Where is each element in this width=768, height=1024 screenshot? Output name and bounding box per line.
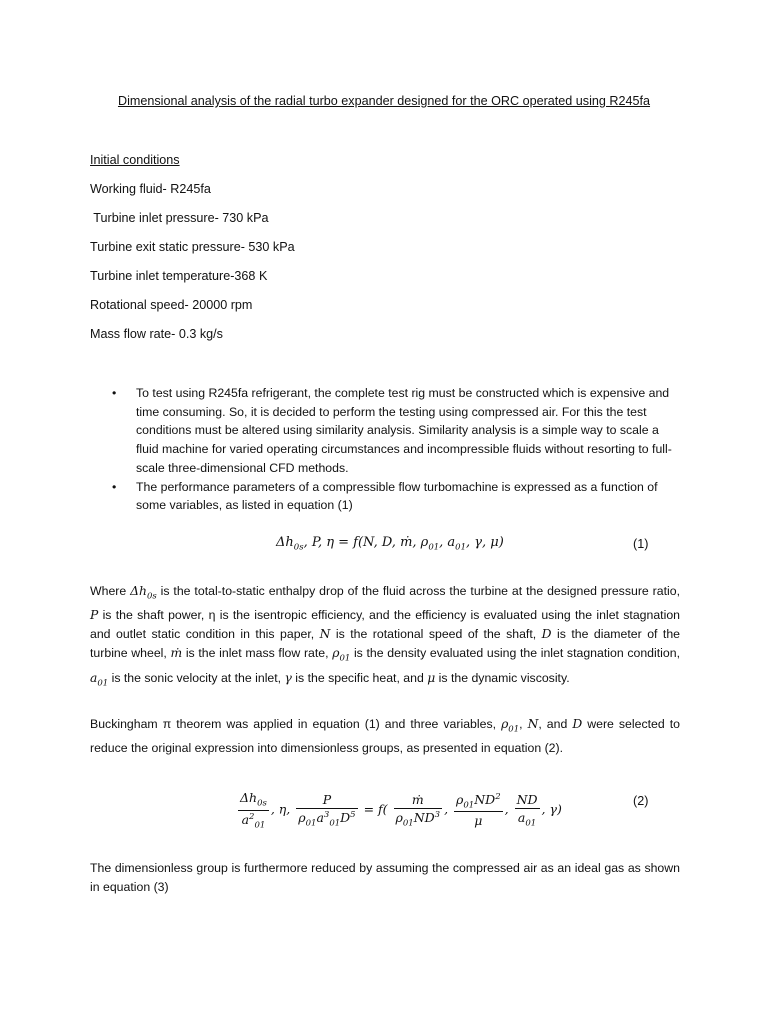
text-segment: Buckingham π theorem was applied in equation (1) and three variables, (90, 717, 502, 731)
document-title: Dimensional analysis of the radial turbo expander designed for the ORC operated using R245fa (117, 94, 651, 108)
condition-rotational-speed: Rotational speed- 20000 rpm (90, 298, 253, 312)
equation-1: $\Delta h_{0s}$, P, η = f(N, D, ṁ, $\rho_{01}$, $a_{01}$, γ, μ) (276, 535, 504, 553)
bullet-list (112, 384, 682, 515)
equation-2-number: (2) (633, 794, 649, 808)
text-segment: is the dynamic viscosity. (435, 670, 570, 685)
equation-1-number: (1) (633, 537, 649, 551)
bullet-text-test-rig: To test using R245fa refrigerant, the complete test rig must be constructed which is expensive and time consuming. So, it is decided to perform the testing using compressed air. For this the test conditions must be altered using similarity analysis. Similarity analysis is a simple way to scale a fluid machine for varied operating circumstances and incompressible fluids without resorting to full-scale three-dimensional CFD methods. (136, 386, 672, 475)
math-N: N (527, 717, 539, 731)
text-segment: , (519, 717, 528, 731)
bullet-item (112, 478, 682, 515)
math-mdot: ṁ (170, 646, 183, 661)
text-segment: is the total-to-static enthalpy drop of the fluid across the turbine at the designed pressure ratio, (156, 584, 680, 598)
final-paragraph: The dimensionless group is furthermore reduced by assuming the compressed air as an ideal gas as shown in equation (3) (90, 861, 680, 894)
text-segment: were selected to reduce the original expression into dimensionless groups, as presented in equation (2). (90, 717, 680, 756)
text-segment: is the shaft power, η is the isentropic efficiency, and the efficiency is evaluated using the inlet stagnation and outlet static condition in this paper, (90, 608, 680, 642)
text-segment: , and (538, 717, 573, 731)
condition-inlet-temperature: Turbine inlet temperature-368 K (90, 269, 268, 283)
text-segment: is the inlet mass flow rate, (182, 646, 333, 661)
where-paragraph (90, 582, 680, 693)
buckingham-paragraph (90, 715, 680, 758)
fraction: $\frac{\text{ṁ}}{\rho_{01}ND^3}$ (395, 791, 441, 829)
fraction: $\frac{\rho_{01}ND^2}{\mu}$ (456, 791, 501, 829)
text-segment: is the density evaluated using the inlet stagnation condition, (350, 646, 680, 661)
text-segment: is the rotational speed of the shaft, (330, 627, 542, 642)
bullet-text-performance: The performance parameters of a compressible flow turbomachine is expressed as a function of some variables, as listed in equation (1) (136, 479, 658, 513)
condition-inlet-pressure: Turbine inlet pressure- 730 kPa (90, 211, 269, 225)
condition-exit-pressure: Turbine exit static pressure- 530 kPa (90, 240, 295, 254)
bullet-symbol: • (112, 479, 117, 494)
math-N: N (319, 627, 331, 642)
math-D: D (572, 717, 583, 731)
initial-conditions-heading: Initial conditions (90, 153, 180, 167)
text-segment: Where (90, 584, 131, 598)
equation-2: $\frac{\Delta h_{0s}}{a^2_{01}}$ , η, $\frac{P}{\rho_{01}a^3_{01}D^5}$ = f( $\frac{\text{ṁ}}{\rho_{01}ND^3}$ , $\frac{\rho_{01}ND^2}{\mu}$ , $\frac{ND}{a_{01}}$ , γ) (240, 790, 562, 831)
fraction: $\frac{P}{\rho_{01}a^3_{01}D^5}$ (298, 791, 356, 829)
math-rho01: $\rho_{01}$ (501, 717, 520, 735)
bullet-item (112, 384, 682, 478)
math-a01: $a_{01}$ (90, 670, 109, 689)
text-segment: is the sonic velocity at the inlet, (108, 670, 285, 685)
condition-working-fluid: Working fluid- R245fa (90, 182, 211, 196)
math-P: P (90, 608, 99, 623)
fraction: $\frac{\Delta h_{0s}}{a^2_{01}}$ (240, 790, 267, 831)
fraction: $\frac{ND}{a_{01}}$ (516, 791, 538, 829)
bullet-symbol: • (112, 386, 117, 400)
math-gamma: γ (284, 670, 292, 685)
condition-mass-flow-rate: Mass flow rate- 0.3 kg/s (90, 327, 223, 341)
text-segment: is the specific heat, and (291, 670, 428, 685)
math-D: D (541, 627, 552, 642)
math-rho01: $\rho_{01}$ (332, 646, 351, 664)
math-delta-h0s: $\Delta h_{0s}$ (130, 584, 157, 602)
math-mu: μ (427, 670, 436, 685)
text-segment: is the diameter of the turbine wheel, (90, 627, 681, 661)
